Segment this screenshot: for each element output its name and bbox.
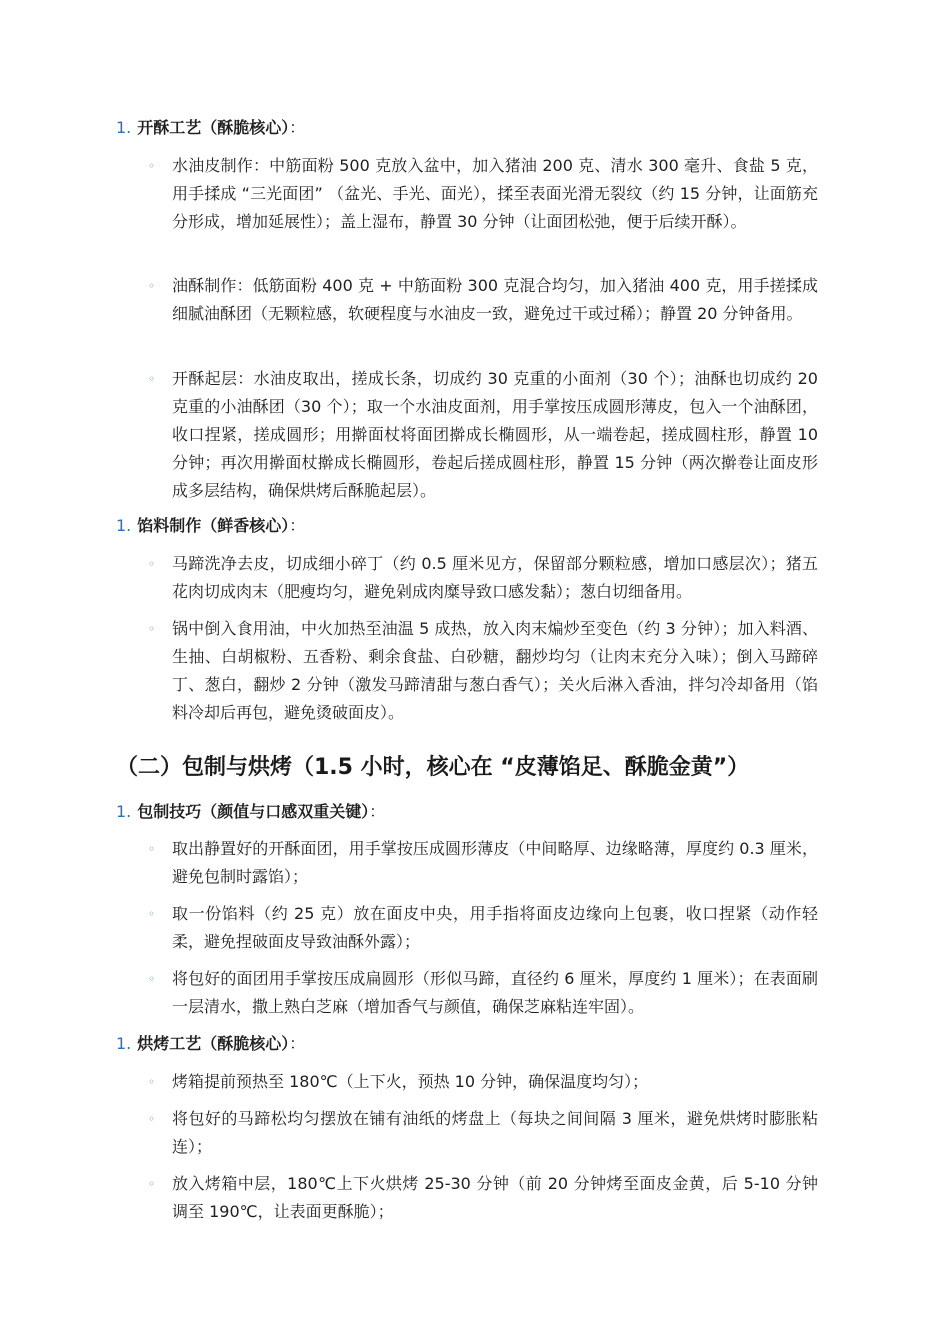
bullet-icon: ◦ — [148, 972, 156, 986]
list-item — [148, 1105, 818, 1161]
bullet-icon: ◦ — [148, 842, 156, 856]
list-item — [148, 365, 818, 505]
numbered-item-filling — [116, 514, 305, 538]
bullet-icon: ◦ — [148, 1177, 156, 1191]
list-item-text: 取一份馅料（约 25 克）放在面皮中央，用手指将面皮边缘向上包裹，收口捏紧（动作轻柔，避免捏破面皮导致油酥外露）； — [172, 904, 818, 951]
bullet-icon: ◦ — [148, 1112, 156, 1126]
list-item-text: 烤箱提前预热至 180℃（上下火，预热 10 分钟，确保温度均匀）； — [172, 1072, 649, 1091]
bullet-icon: ◦ — [148, 557, 156, 571]
list-item — [148, 835, 818, 891]
list-item — [148, 550, 818, 606]
item-colon: ： — [289, 118, 306, 137]
list-item — [148, 965, 818, 1021]
list-item-text: 将包好的面团用手掌按压成扁圆形（形似马蹄，直径约 6 厘米，厚度约 1 厘米）；在表面刷一层清水，撒上熟白芝麻（增加香气与颜值，确保芝麻粘连牢固）。 — [172, 969, 818, 1016]
list-item-text: 油酥制作：低筋面粉 400 克 + 中筋面粉 300 克混合均匀，加入猪油 400 克，用手搓揉成细腻油酥团（无颗粒感，软硬程度与水油皮一致，避免过干或过稀）；静置 20 分钟备用。 — [172, 276, 818, 323]
list-item — [148, 615, 818, 727]
list-item — [148, 1068, 818, 1096]
list-item-text: 取出静置好的开酥面团，用手掌按压成圆形薄皮（中间略厚、边缘略薄，厚度约 0.3 厘米，避免包制时露馅）； — [172, 839, 818, 886]
item-colon: ： — [369, 802, 386, 821]
list-number: 1. — [116, 802, 132, 821]
list-item — [148, 1170, 818, 1226]
list-item — [148, 272, 818, 328]
list-number: 1. — [116, 118, 132, 137]
list-item — [148, 152, 818, 236]
bullet-icon: ◦ — [148, 622, 156, 636]
list-item — [148, 900, 818, 956]
bullet-icon: ◦ — [148, 159, 156, 173]
numbered-item-baking — [116, 1032, 305, 1056]
item-title: 开酥工艺（酥脆核心） — [137, 118, 290, 137]
list-item-text: 放入烤箱中层，180℃上下火烘烤 25-30 分钟（前 20 分钟烤至面皮金黄，后 5-10 分钟调至 190℃，让表面更酥脆）； — [172, 1174, 818, 1221]
bullet-icon: ◦ — [148, 1075, 156, 1089]
numbered-item-pastry-technique — [116, 116, 305, 140]
list-item-text: 锅中倒入食用油，中火加热至油温 5 成热，放入肉末煸炒至变色（约 3 分钟）；加入料酒、生抽、白胡椒粉、五香粉、剩余食盐、白砂糖，翻炒均匀（让肉末充分入味）；倒入马蹄碎丁、葱白，翻炒 2 分钟（激发马蹄清甜与葱白香气）；关火后淋入香油，拌匀冷却备用（馅料冷却后再包，避免烫破面皮）。 — [172, 619, 818, 722]
numbered-item-wrapping — [116, 800, 385, 824]
section-heading: （二）包制与烘烤（1.5 小时，核心在 “皮薄馅足、酥脆金黄”） — [116, 755, 750, 780]
list-number: 1. — [116, 1034, 132, 1053]
item-title: 包制技巧（颜值与口感双重关键） — [137, 802, 370, 821]
bullet-icon: ◦ — [148, 372, 156, 386]
item-colon: ： — [289, 1034, 306, 1053]
list-item-text: 将包好的马蹄松均匀摆放在铺有油纸的烤盘上（每块之间间隔 3 厘米，避免烘烤时膨胀粘连）； — [172, 1109, 818, 1156]
bullet-icon: ◦ — [148, 279, 156, 293]
list-number: 1. — [116, 516, 132, 535]
bullet-icon: ◦ — [148, 907, 156, 921]
item-title: 馅料制作（鲜香核心） — [137, 516, 290, 535]
item-colon: ： — [289, 516, 306, 535]
list-item-text: 马蹄洗净去皮，切成细小碎丁（约 0.5 厘米见方，保留部分颗粒感，增加口感层次）；猪五花肉切成肉末（肥瘦均匀，避免剁成肉糜导致口感发黏）；葱白切细备用。 — [172, 554, 818, 601]
item-title: 烘烤工艺（酥脆核心） — [137, 1034, 290, 1053]
list-item-text: 开酥起层：水油皮取出，搓成长条，切成约 30 克重的小面剂（30 个）；油酥也切成约 20 克重的小油酥团（30 个）；取一个水油皮面剂，用手掌按压成圆形薄皮，包入一个油酥团，收口捏紧，搓成圆形；用擀面杖将面团擀成长椭圆形，从一端卷起，搓成圆柱形，静置 10 分钟；再次用擀面杖擀成长椭圆形，卷起后搓成圆柱形，静置 15 分钟（两次擀卷让面皮形成多层结构，确保烘烤后酥脆起层）。 — [172, 369, 818, 500]
list-item-text: 水油皮制作：中筋面粉 500 克放入盆中，加入猪油 200 克、清水 300 毫升、食盐 5 克，用手揉成 “三光面团” （盆光、手光、面光），揉至表面光滑无裂纹（约 15 分钟，让面筋充分形成，增加延展性）；盖上湿布，静置 30 分钟（让面团松弛，便于后续开酥）。 — [172, 156, 818, 231]
